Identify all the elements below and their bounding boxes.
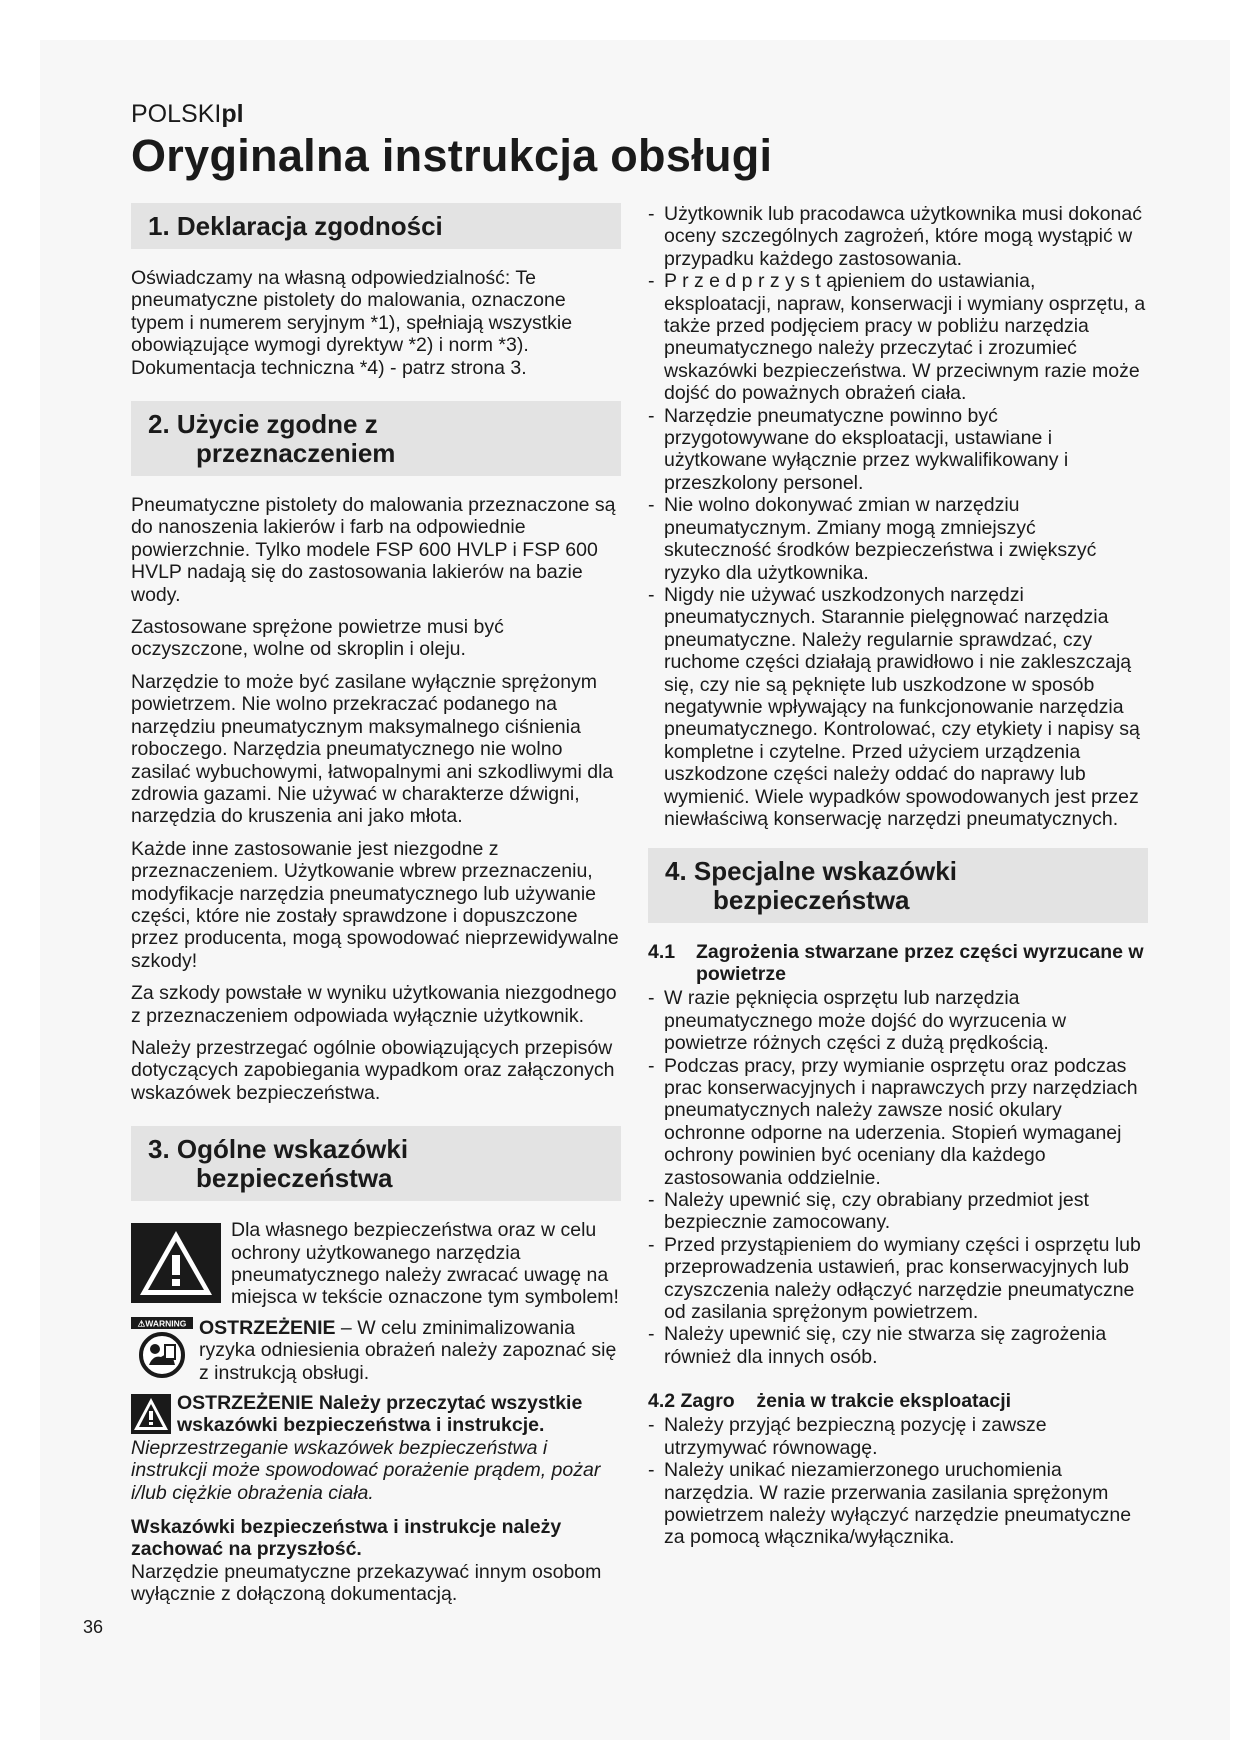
language-label: POLSKIpl: [131, 100, 244, 128]
section-1-heading: 1. Deklaracja zgodności: [131, 203, 621, 249]
warning-read-all: [131, 1392, 621, 1504]
warning-read-all-text: OSTRZEŻENIE Należy przeczytać wszystkie wskazówki bezpieczeństwa i instrukcje. Nieprzestrzeganie wskazówek bezpieczeństwa i instrukcji może spowodować porażenie prądem, pożar i/lub ciężkie obrażenia ciała.: [131, 1392, 601, 1504]
page-number: 36: [83, 1617, 104, 1637]
list-item: - Należy unikać niezamierzonego uruchomienia narzędzia. W razie przerwania zasilania sprężonym powietrzem należy wyłączyć narzędzie pneumatyczne za pomocą włącznika/wyłącznika.: [648, 1459, 1148, 1549]
intended-use-p1: Pneumatyczne pistolety do malowania przeznaczone są do nanoszenia lakierów i farb na odpowiednie powierzchnie. Tylko modele FSP 600 HVLP i FSP 600 HVLP nadają się do zastosowania lakierów na bazie wody.: [131, 494, 616, 606]
intended-use-p4: Każde inne zastosowanie jest niezgodne z przeznaczeniem. Użytkowanie wbrew przeznaczeniu, modyfikacje narzędzia pneumatycznego lub używanie części, które nie zostały sprawdzone i dopuszczone przez producenta, mogą spowodować nieprzewidywalne szkody!: [131, 837, 619, 972]
symbol-explanation: [131, 1219, 621, 1309]
small-warning-triangle-icon: [131, 1394, 171, 1434]
projectile-hazards-list: [648, 987, 1148, 1368]
left-column: [131, 203, 621, 1616]
read-manual-icon: [131, 1317, 193, 1379]
subsection-4-2-heading: 4.2 Zagro żenia w trakcie eksploatacji: [648, 1390, 1012, 1413]
list-item: - Narzędzie pneumatyczne powinno być przygotowywane do eksploatacji, ustawiane i użytkowane wyłącznie przez wykwalifikowany i przeszkolony personel.: [648, 405, 1148, 495]
section-4-heading: 4. Specjalne wskazówki bezpieczeństwa: [648, 848, 1148, 923]
list-item: - Nigdy nie używać uszkodzonych narzędzi pneumatycznych. Starannie pielęgnować narzędzia pneumatyczne. Należy regularnie sprawdzać, czy ruchome części działają prawidłowo i nie zakleszczają się, czy nie są pęknięte lub uszkodzone w sposób negatywnie wpływający na funkcjonowanie narzędzia pneumatycznego. Kontrolować, czy etykiety i napisy są kompletne i czytelne. Przed użyciem urządzenia uszkodzone części należy oddać do naprawy lub wymienić. Wiele wypadków spowodowanych jest przez niewłaściwą konserwację narzędzi pneumatycznych.: [648, 584, 1148, 830]
list-item: - Podczas pracy, przy wymianie osprzętu oraz podczas prac konserwacyjnych i naprawczych przy narzędziach pneumatycznych należy zawsze nosić okulary ochronne odporne na uderzenia. Stopień wymaganej ochrony powinien być oceniany dla każdego zastosowania oddzielnie.: [648, 1055, 1148, 1189]
subsection-4-1-heading: 4.1 Zagrożenia stwarzane przez części wyrzucane w powietrze: [648, 941, 1144, 986]
list-item: - Przed przystąpieniem do wymiany części i osprzętu lub przeprowadzenia ustawień, prac konserwacyjnych lub czyszczenia należy odłączyć narzędzie pneumatyczne od zasilania sprężonym powietrzem.: [648, 1234, 1148, 1324]
general-safety-list: [648, 203, 1148, 830]
list-item: - Nie wolno dokonywać zmian w narzędziu pneumatycznym. Zmiany mogą zmniejszyć skuteczność środków bezpieczeństwa i zwiększyć ryzyko dla użytkownika.: [648, 494, 1148, 584]
keep-instructions: Wskazówki bezpieczeństwa i instrukcje należy zachować na przyszłość. Narzędzie pneumatyczne przekazywać innym osobom wyłącznie z dołączoną dokumentacją.: [131, 1516, 602, 1606]
warning-read-manual-text: OSTRZEŻENIE – W celu zminimalizowania ryzyka odniesienia obrażeń należy zapoznać się z instrukcją obsługi.: [199, 1316, 617, 1384]
warning-read-manual: [131, 1317, 621, 1384]
section-3-heading: 3. Ogólne wskazówki bezpieczeństwa: [131, 1126, 621, 1201]
intended-use-p2: Zastosowane sprężone powietrze musi być oczyszczone, wolne od skroplin i oleju.: [131, 616, 504, 661]
warning-triangle-icon: [131, 1223, 221, 1303]
list-item: - Należy przyjąć bezpieczną pozycję i zawsze utrzymywać równowagę.: [648, 1414, 1148, 1459]
right-column: [648, 203, 1148, 1549]
intended-use-p6: Należy przestrzegać ogólnie obowiązujących przepisów dotyczących zapobiegania wypadkom oraz załączonych wskazówek bezpieczeństwa.: [131, 1036, 615, 1104]
list-item: - P r z e d p r z y s t ąpieniem do ustawiania, eksploatacji, napraw, konserwacji i wymiany osprzętu, a także przed podjęciem pracy w pobliżu narzędzia pneumatycznego należy przeczytać i zrozumieć wskazówki bezpieczeństwa. W przeciwnym razie może dojść do poważnych obrażeń ciała.: [648, 270, 1148, 404]
operation-hazards-list: [648, 1414, 1148, 1548]
intended-use-p5: Za szkody powstałe w wyniku użytkowania niezgodnego z przeznaczeniem odpowiada wyłącznie użytkownik.: [131, 982, 617, 1027]
section-2-heading: 2. Użycie zgodne z przeznaczeniem: [131, 401, 621, 476]
declaration-text: Oświadczamy na własną odpowiedzialność: Te pneumatyczne pistolety do malowania, oznaczone typem i numerem seryjnym *1), spełniają wszystkie obowiązujące wymogi dyrektyw *2) i norm *3). Dokumentacja techniczna *4) - patrz strona 3.: [131, 267, 573, 379]
list-item: - Użytkownik lub pracodawca użytkownika musi dokonać oceny szczególnych zagrożeń, które mogą wystąpić w przypadku każdego zastosowania.: [648, 203, 1148, 270]
warning-label-text: ⚠WARNING: [137, 1318, 187, 1329]
list-item: - W razie pęknięcia osprzętu lub narzędzia pneumatycznego może dojść do wyrzucenia w powietrze różnych części z dużą prędkością.: [648, 987, 1148, 1054]
list-item: - Należy upewnić się, czy nie stwarza się zagrożenia również dla innych osób.: [648, 1323, 1148, 1368]
page-title: Oryginalna instrukcja obsługi: [131, 130, 773, 181]
intended-use-p3: Narzędzie to może być zasilane wyłącznie sprężonym powietrzem. Nie wolno przekraczać podanego na narzędziu pneumatycznym maksymalnego ciśnienia roboczego. Narzędzia pneumatycznego nie wolno zasilać wybuchowymi, łatwopalnymi ani szkodliwymi dla zdrowia gazami. Nie używać w charakterze dźwigni, narzędzia do kruszenia ani jako młota.: [131, 670, 614, 828]
list-item: - Należy upewnić się, czy obrabiany przedmiot jest bezpiecznie zamocowany.: [648, 1189, 1148, 1234]
symbol-explanation-text: Dla własnego bezpieczeństwa oraz w celu ochrony użytkowanego narzędzia pneumatycznego należy zwracać uwagę na miejsca w tekście oznaczone tym symbolem!: [231, 1219, 619, 1309]
